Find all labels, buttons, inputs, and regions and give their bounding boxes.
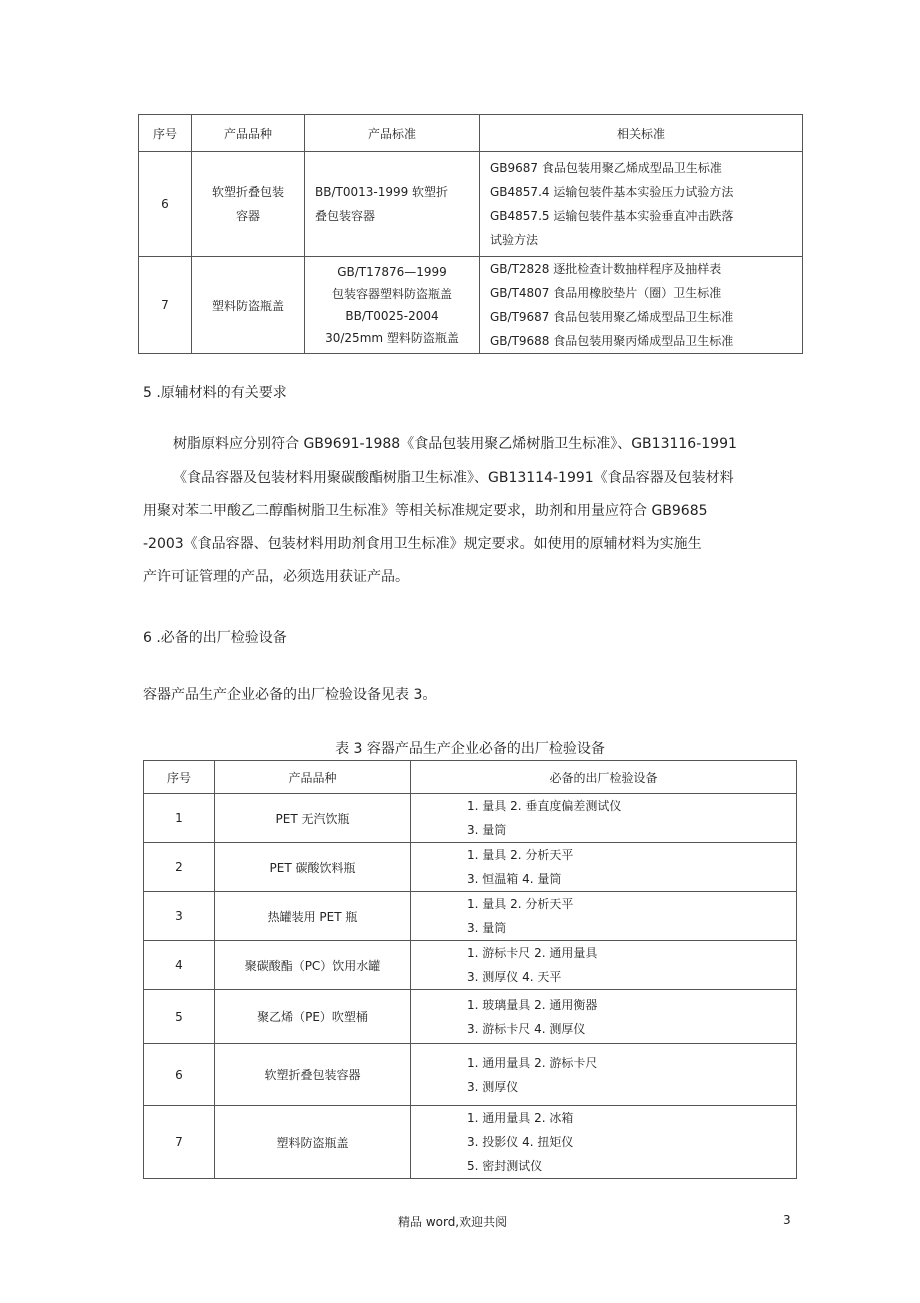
- section5-line: 《食品容器及包装材料用聚碳酸酯树脂卫生标准》、GB13114-1991《食品容器及包装材料: [173, 470, 734, 486]
- row-no: 4: [144, 941, 215, 990]
- equipment-line: 1. 通用量具 2. 冰箱: [467, 1111, 574, 1125]
- row-product: [192, 152, 305, 257]
- row-equipment: [411, 843, 797, 892]
- equipment-line: 5. 密封测试仪: [467, 1159, 543, 1173]
- equipment-line: 1. 量具 2. 垂直度偏差测试仪: [467, 799, 622, 813]
- row-equipment: [411, 1106, 797, 1179]
- standard-line: GB/T17876—1999: [337, 265, 447, 279]
- table-row: [144, 892, 797, 941]
- related-line: GB4857.4 运输包装件基本实验压力试验方法: [490, 185, 734, 199]
- row-product: 塑料防盗瓶盖: [215, 1106, 411, 1179]
- standards-table: [138, 114, 803, 354]
- table-row: [139, 257, 803, 354]
- table-row: [144, 941, 797, 990]
- section5-line: 树脂原料应分别符合 GB9691-1988《食品包装用聚乙烯树脂卫生标准》、GB13116-1991: [173, 436, 737, 452]
- row-standard: [305, 152, 480, 257]
- row-related: [480, 257, 803, 354]
- standard-line: 包装容器塑料防盗瓶盖: [331, 287, 452, 301]
- equipment-line: 1. 游标卡尺 2. 通用量具: [467, 946, 598, 960]
- related-line: GB/T9687 食品包装用聚乙烯成型品卫生标准: [490, 310, 734, 324]
- table-row: [144, 1044, 797, 1106]
- row-equipment: [411, 990, 797, 1044]
- header-standard: 产品标准: [305, 115, 480, 152]
- table-row: [139, 152, 803, 257]
- equipment-line: 3. 量筒: [467, 823, 507, 837]
- row-equipment: [411, 794, 797, 843]
- equipment-line: 3. 游标卡尺 4. 测厚仪: [467, 1021, 586, 1036]
- header-no: 序号: [139, 115, 192, 152]
- section5-line: -2003《食品容器、包装材料用助剂食用卫生标准》规定要求。如使用的原辅材料为实施生: [143, 536, 702, 552]
- equipment-line: 1. 玻璃量具 2. 通用衡器: [467, 997, 598, 1012]
- row-no: 7: [139, 257, 192, 354]
- row-equipment: [411, 892, 797, 941]
- page-number: 3: [783, 1213, 791, 1227]
- related-line: GB4857.5 运输包装件基本实验垂直冲击跌落: [490, 209, 734, 223]
- row-no: 6: [144, 1044, 215, 1106]
- related-line: GB/T4807 食品用橡胶垫片（圈）卫生标准: [490, 286, 722, 300]
- equipment-line: 1. 量具 2. 分析天平: [467, 848, 574, 862]
- row-equipment: [411, 1044, 797, 1106]
- table3-caption: 表 3 容器产品生产企业必备的出厂检验设备: [335, 741, 605, 757]
- related-line: GB9687 食品包装用聚乙烯成型品卫生标准: [490, 161, 722, 175]
- row-no: 7: [144, 1106, 215, 1179]
- table-header-row: [144, 761, 797, 794]
- equipment-line: 3. 测厚仪 4. 天平: [467, 970, 562, 984]
- header-product: 产品品种: [192, 115, 305, 152]
- related-line: GB/T9688 食品包装用聚丙烯成型品卫生标准: [490, 334, 734, 348]
- row-equipment: [411, 941, 797, 990]
- row-related: [480, 152, 803, 257]
- row-product: 软塑折叠包装容器: [215, 1044, 411, 1106]
- section5-heading: 5 .原辅材料的有关要求: [143, 385, 287, 401]
- row-no: 1: [144, 794, 215, 843]
- section5-line: 用聚对苯二甲酸乙二醇酯树脂卫生标准》等相关标准规定要求，助剂和用量应符合 GB9685: [143, 503, 708, 519]
- standard-line: 叠包装容器: [315, 209, 376, 223]
- row-no: 3: [144, 892, 215, 941]
- section6-intro: 容器产品生产企业必备的出厂检验设备见表 3。: [143, 687, 437, 703]
- header-no: 序号: [144, 761, 215, 794]
- standard-line: BB/T0013-1999 软塑折: [315, 185, 449, 199]
- related-line: GB/T2828 逐批检查计数抽样程序及抽样表: [490, 262, 722, 276]
- equipment-line: 1. 量具 2. 分析天平: [467, 897, 574, 911]
- table-header-row: [139, 115, 803, 152]
- row-no: 2: [144, 843, 215, 892]
- section6-heading: 6 .必备的出厂检验设备: [143, 630, 287, 646]
- header-related: 相关标准: [480, 115, 803, 152]
- standard-line: 30/25mm 塑料防盗瓶盖: [325, 331, 459, 345]
- standard-line: BB/T0025-2004: [345, 309, 439, 323]
- equipment-line: 3. 量筒: [467, 921, 507, 935]
- row-product: PET 无汽饮瓶: [215, 794, 411, 843]
- table-row: [144, 1106, 797, 1179]
- equipment-line: 3. 测厚仪: [467, 1079, 519, 1094]
- row-no: 5: [144, 990, 215, 1044]
- equipment-table: [143, 760, 797, 1179]
- table-row: [144, 794, 797, 843]
- product-line: 容器: [235, 209, 260, 223]
- row-standard: [305, 257, 480, 354]
- equipment-line: 3. 恒温箱 4. 量筒: [467, 872, 562, 886]
- equipment-line: 1. 通用量具 2. 游标卡尺: [467, 1055, 598, 1070]
- row-no: 6: [139, 152, 192, 257]
- section5-line: 产许可证管理的产品，必须选用获证产品。: [143, 569, 409, 585]
- related-line: 试验方法: [490, 233, 539, 247]
- row-product: [192, 257, 305, 354]
- footer-text: 精品 word,欢迎共阅: [398, 1215, 508, 1229]
- row-product: PET 碳酸饮料瓶: [215, 843, 411, 892]
- header-equipment: 必备的出厂检验设备: [411, 761, 797, 794]
- product-line: 塑料防盗瓶盖: [211, 298, 284, 313]
- table-row: [144, 990, 797, 1044]
- row-product: 聚乙烯（PE）吹塑桶: [215, 990, 411, 1044]
- table-row: [144, 843, 797, 892]
- row-product: 聚碳酸酯（PC）饮用水罐: [215, 941, 411, 990]
- equipment-line: 3. 投影仪 4. 扭矩仪: [467, 1135, 574, 1149]
- header-product: 产品品种: [215, 761, 411, 794]
- row-product: 热罐装用 PET 瓶: [215, 892, 411, 941]
- product-line: 软塑折叠包装: [211, 185, 284, 199]
